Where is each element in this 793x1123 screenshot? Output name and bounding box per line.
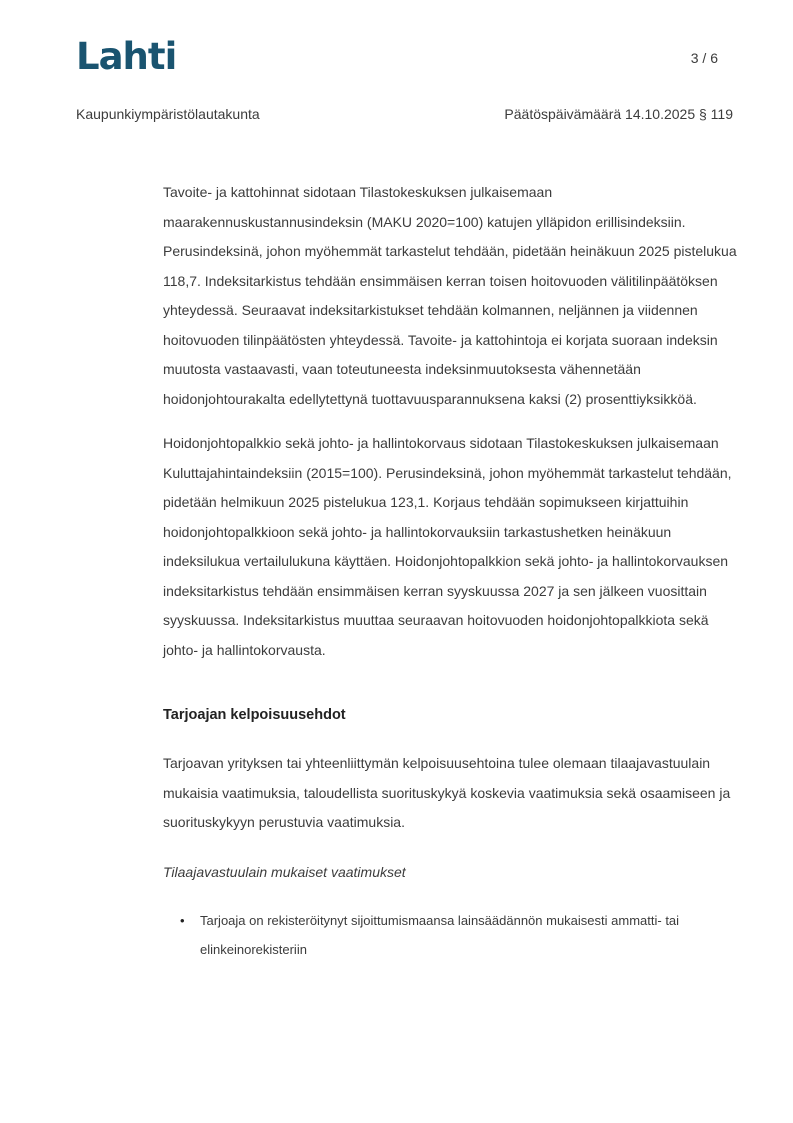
page-number: 3 / 6 — [690, 50, 718, 66]
sub-heading-tilaajavastuulain: Tilaajavastuulain mukaiset vaatimukset — [163, 863, 406, 880]
paragraph-eligibility: Tarjoavan yrityksen tai yhteenliittymän kelpoisuusehtoina tulee olemaan tilaajavastuulain mukaisia vaatimuksia, taloudellista suorituskykyä koskevia vaatimuksia sekä osaamiseen ja suorituskykyyn perustuvia vaatimuksia. — [163, 755, 731, 830]
paragraph-maku-index: Tavoite- ja kattohinnat sidotaan Tilastokeskuksen julkaisemaan maarakennuskustannusindeksin (MAKU 2020=100) katujen ylläpidon erillisindeksiin. Perusindeksinä, johon myöhemmät tarkastelut tehdään, pidetään heinäkuun 2025 pistelukua 118,7. Indeksitarkistus tehdään ensimmäisen kerran toisen hoitovuoden välitilinpäätöksen yhteydessä. Seuraavat indeksitarkistukset tehdään kolmannen, neljännen ja viidennen hoitovuoden tilinpäätösten yhteydessä. Tavoite- ja kattohintoja ei korjata suoraan indeksin muutosta vastaavasti, vaan toteutuneesta indeksinmuutoksesta vähennetään hoidonjohtourakalta edellytettynä tuottavuusparannuksena kaksi (2) prosenttiyksikköä. — [163, 184, 737, 407]
list-item-registration: • Tarjoaja on rekisteröitynyt sijoittumismaansa lainsäädännön mukaisesti ammatti- tai elinkeinorekisteriin — [200, 906, 738, 965]
committee-name: Kaupunkiympäristölautakunta — [76, 106, 260, 122]
decision-date: Päätöspäivämäärä 14.10.2025 § 119 — [504, 106, 733, 122]
lahti-logo: Lahti — [76, 35, 177, 78]
document-body — [163, 178, 738, 965]
section-heading-tarjoajan-kelpoisuusehdot: Tarjoajan kelpoisuusehdot — [163, 707, 346, 723]
document-subheader — [76, 106, 733, 122]
document-header — [76, 35, 733, 78]
requirements-list — [163, 906, 738, 965]
paragraph-consumer-index: Hoidonjohtopalkkio sekä johto- ja hallintokorvaus sidotaan Tilastokeskuksen julkaisemaan Kuluttajahintaindeksiin (2015=100). Perusindeksinä, johon myöhemmät tarkastelut tehdään, pidetään helmikuun 2025 pistelukua 123,1. Korjaus tehdään sopimukseen kirjattuihin hoidonjohtopalkkioon sekä johto- ja hallintokorvauksiin tarkastushetken heinäkuun indeksilukua vertailulukuna käyttäen. Hoidonjohtopalkkion sekä johto- ja hallintokorvauksen indeksitarkistus tehdään ensimmäisen kerran syyskuussa 2027 ja sen jälkeen vuosittain syyskuussa. Indeksitarkistus muuttaa seuraavan hoitovuoden hoidonjohtopalkkiota sekä johto- ja hallintokorvausta. — [163, 435, 732, 658]
